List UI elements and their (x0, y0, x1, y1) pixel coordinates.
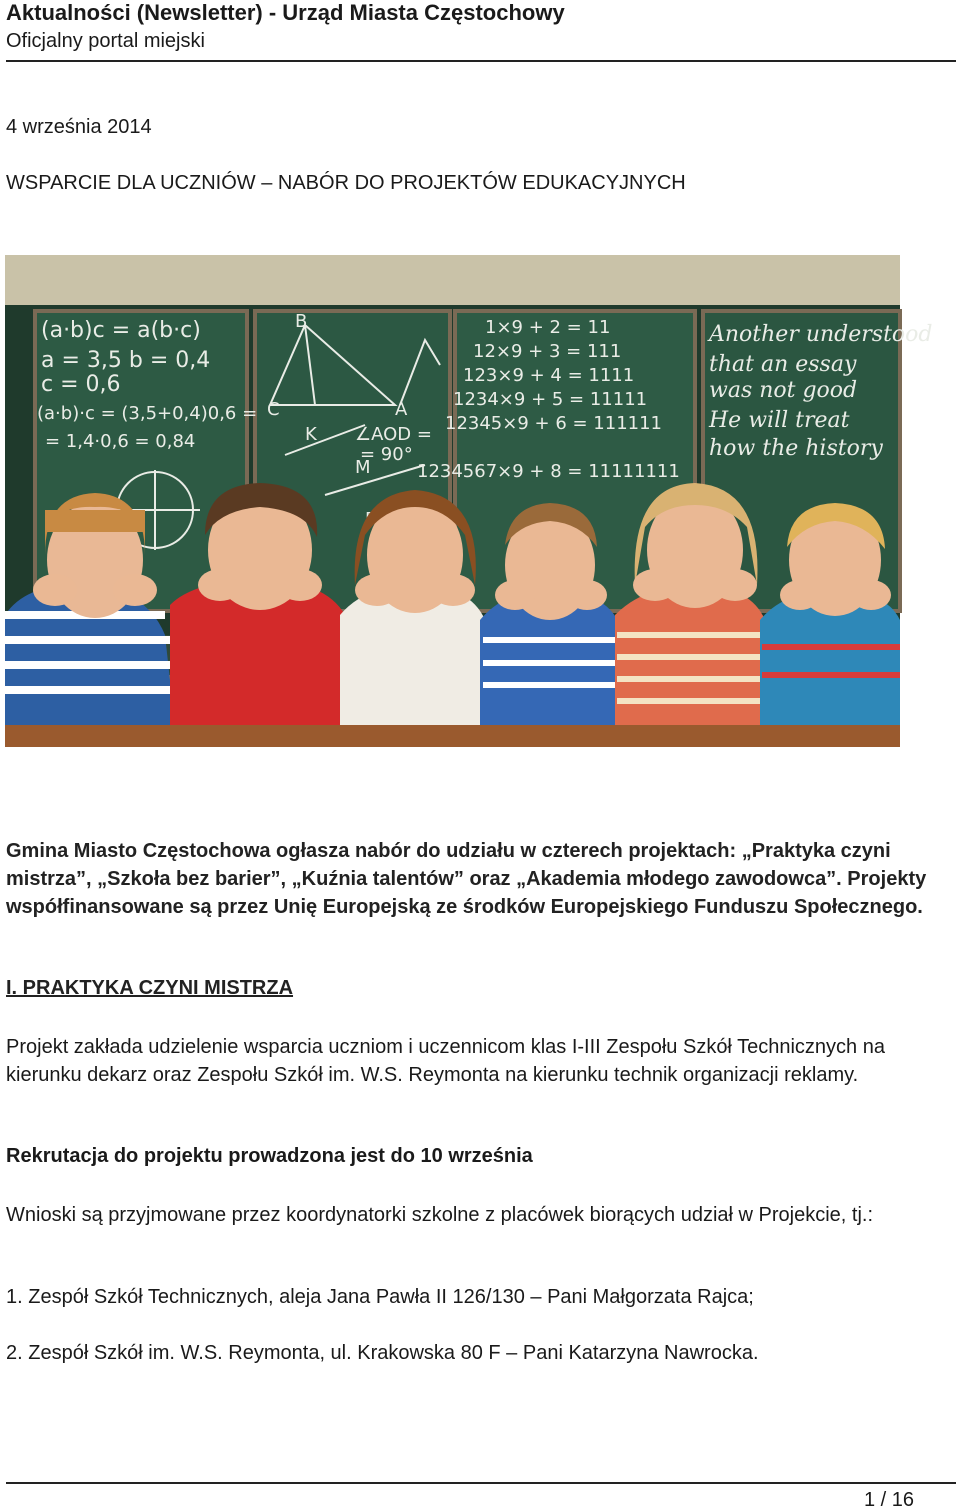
board-text: 123×9 + 4 = 1111 (463, 365, 635, 386)
footer-divider (6, 1482, 956, 1484)
board-text: 1234×9 + 5 = 11111 (453, 389, 648, 410)
article-photo (5, 255, 933, 747)
svg-text:M: M (355, 457, 371, 478)
recruitment-deadline: Rekrutacja do projektu prowadzona jest do 10 września (6, 1145, 533, 1167)
article-date: 4 września 2014 (6, 116, 152, 138)
board-text: 12345×9 + 6 = 111111 (445, 413, 663, 434)
board-text: He will treat (709, 408, 850, 433)
project-description: Projekt zakłada udzielenie wsparcia uczniom i uczennicom klas I-III Zespołu Szkół Technicznych na kierunku dekarz oraz Zespołu Szkół im. W.S. Reymonta na kierunku technik organizacji reklamy. (6, 1036, 885, 1086)
board-text: that an essay (709, 352, 857, 377)
board-text: Another understood (709, 322, 933, 347)
section-title[interactable]: I. PRAKTYKA CZYNI MISTRZA (6, 977, 294, 999)
applications-info: Wnioski są przyjmowane przez koordynatorki szkolne z placówek biorących udział w Projekcie, tj.: (6, 1204, 874, 1226)
list-item: 1. Zespół Szkół Technicznych, aleja Jana Pawła II 126/130 – Pani Małgorzata Rajca; (6, 1286, 754, 1308)
header-divider (6, 60, 956, 62)
board-text: (a·b)·c = (3,5+0,4)0,6 = (37, 403, 258, 424)
board-text: = 1,4·0,6 = 0,84 (45, 431, 196, 452)
site-title: Aktualności (Newsletter) - Urząd Miasta Częstochowy (6, 0, 565, 25)
schoolchildren-blackboard-photo (5, 255, 933, 747)
list-item: 2. Zespół Szkół im. W.S. Reymonta, ul. Krakowska 80 F – Pani Katarzyna Nawrocka. (6, 1342, 759, 1364)
svg-text:K: K (305, 424, 317, 445)
board-text: 12×9 + 3 = 111 (473, 341, 622, 362)
board-text: was not good (709, 378, 858, 403)
board-text: how the history (709, 436, 883, 461)
article-headline: WSPARCIE DLA UCZNIÓW – NABÓR DO PROJEKTÓW EDUKACYJNYCH (6, 172, 686, 194)
board-text: 1234567×9 + 8 = 11111111 (417, 461, 680, 482)
site-subtitle: Oficjalny portal miejski (6, 30, 205, 52)
board-text: 1×9 + 2 = 11 (485, 317, 611, 338)
article-lead: Gmina Miasto Częstochowa ogłasza nabór do udziału w czterech projektach: „Praktyka czyni mistrza”, „Szkoła bez barier”, „Kuźnia talentów” oraz „Akademia młodego zawodowca”. Projekty współfinansowane są przez Unię Europejską ze środków Europejskiego Funduszu Społecznego. (6, 840, 927, 918)
board-text: a = 3,5 b = 0,4 (41, 348, 211, 373)
board-text: (a·b)c = a(b·c) (41, 318, 201, 343)
page-number: 1 / 16 (863, 1489, 914, 1511)
svg-text:∠AOD =: ∠AOD = (355, 424, 432, 445)
board-text: c = 0,6 (41, 372, 121, 397)
svg-text:A: A (395, 399, 408, 420)
svg-text:B: B (295, 311, 308, 332)
svg-text:C: C (267, 399, 280, 420)
svg-text:= 90°: = 90° (360, 444, 413, 465)
